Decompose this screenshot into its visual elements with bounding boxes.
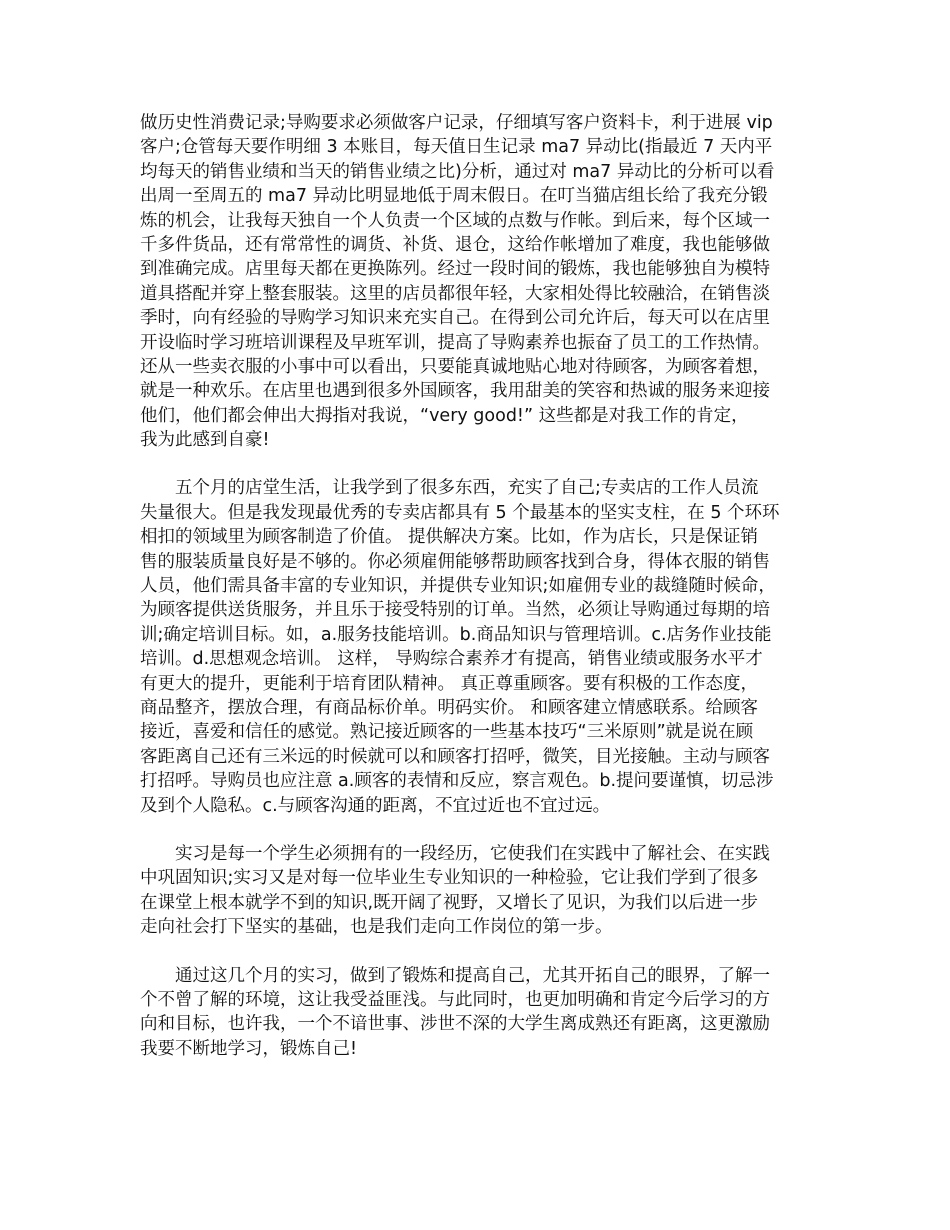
text-line: 道具搭配并穿上整套服装。这里的店员都很年轻，大家相处得比较融洽，在销售淡 bbox=[140, 283, 770, 304]
text-line: 向和目标，也许我，一个不谙世事、涉世不深的大学生离成熟还有距离，这更激励 bbox=[140, 1014, 770, 1035]
text-line: 做历史性消费记录;导购要求必须做客户记录，仔细填写客户资料卡，利于进展 vip bbox=[140, 113, 773, 133]
text-line: 中巩固知识;实习又是对每一位毕业生专业知识的一种检验，它让我们学到了很多 bbox=[140, 868, 759, 889]
paragraph bbox=[140, 842, 815, 940]
text-line: 有更大的提升，更能利于培育团队精神。 真正尊重顾客。要有积极的工作态度， bbox=[140, 673, 759, 694]
text-line: 在课堂上根本就学不到的知识,既开阔了视野，又增长了见识，为我们以后进一步 bbox=[140, 892, 759, 913]
text-line: 开设临时学习班培训课程及早班军训，提高了导购素养也振奋了员工的工作热情。 bbox=[140, 332, 770, 353]
text-line: 相扣的领域里为顾客制造了价值。 提供解决方案。比如，作为店长，只是保证销 bbox=[140, 527, 759, 548]
text-line: 客户;仓管每天要作明细 3 本账目，每天值日生记录 ma7 异动比(指最近 7 天内平 bbox=[140, 137, 773, 158]
text-line: 售的服装质量良好是不够的。你必须雇佣能够帮助顾客找到合身，得体衣服的销售 bbox=[140, 551, 770, 572]
text-line: 他们，他们都会伸出大拇指对我说，“very good!” 这些都是对我工作的肯定， bbox=[140, 405, 749, 426]
text-line: 训;确定培训目标。如，a.服务技能培训。b.商品知识与管理培训。c.店务作业技能 bbox=[140, 624, 772, 645]
text-line: 培训。d.思想观念培训。 这样， 导购综合素养才有提高，销售业绩或服务水平才 bbox=[140, 649, 763, 670]
text-line: 到准确完成。店里每天都在更换陈列。经过一段时间的锻炼，我也能够独自为模特 bbox=[140, 259, 770, 280]
paragraph bbox=[140, 964, 815, 1062]
text-line: 我要不断地学习，锻炼自己! bbox=[140, 1038, 358, 1059]
text-line: 炼的机会，让我每天独自一个人负责一个区域的点数与作帐。到后来，每个区域一 bbox=[140, 210, 770, 231]
text-line: 均每天的销售业绩和当天的销售业绩之比)分析，通过对 ma7 异动比的分析可以看 bbox=[140, 161, 775, 182]
text-line: 个不曾了解的环境，这让我受益匪浅。与此同时，也更加明确和肯定今后学习的方 bbox=[140, 989, 770, 1010]
text-line: 我为此感到自豪! bbox=[140, 430, 270, 451]
text-line: 季时，向有经验的导购学习知识来充实自己。在得到公司允许后，每天可以在店里 bbox=[140, 308, 770, 329]
text-line: 人员，他们需具备丰富的专业知识，并提供专业知识;如雇佣专业的裁缝随时候命， bbox=[140, 576, 776, 597]
text-line: 及到个人隐私。c.与顾客沟通的距离，不宜过近也不宜过远。 bbox=[140, 795, 611, 816]
paragraph bbox=[140, 111, 815, 452]
text-line: 还从一些卖衣服的小事中可以看出，只要能真诚地贴心地对待顾客，为顾客着想， bbox=[140, 356, 770, 377]
text-line: 为顾客提供送货服务，并且乐于接受特别的订单。当然，必须让导购通过每期的培 bbox=[140, 600, 770, 621]
text-line: 客距离自己还有三米远的时候就可以和顾客打招呼，微笑，目光接触。主动与顾客 bbox=[140, 746, 770, 767]
text-line: 出周一至周五的 ma7 异动比明显地低于周末假日。在叮当猫店组长给了我充分锻 bbox=[140, 186, 768, 207]
document-body bbox=[140, 111, 815, 1085]
text-line: 实习是每一个学生必须拥有的一段经历，它使我们在实践中了解社会、在实践 bbox=[140, 843, 770, 864]
text-line: 通过这几个月的实习，做到了锻炼和提高自己，尤其开拓自己的眼界，了解一 bbox=[140, 965, 770, 986]
text-line: 失量很大。但是我发现最优秀的专卖店都具有 5 个最基本的坚实支柱，在 5 个环环 bbox=[140, 502, 780, 523]
text-line: 商品整齐，摆放合理，有商品标价单。明码实价。 和顾客建立情感联系。给顾客 bbox=[140, 697, 759, 718]
text-line: 千多件货品，还有常常性的调货、补货、退仓，这给作帐增加了难度，我也能够做 bbox=[140, 234, 770, 255]
text-line: 就是一种欢乐。在店里也遇到很多外国顾客，我用甜美的笑容和热诚的服务来迎接 bbox=[140, 381, 770, 402]
paragraph bbox=[140, 476, 815, 817]
text-line: 五个月的店堂生活，让我学到了很多东西，充实了自己;专卖店的工作人员流 bbox=[140, 478, 759, 499]
text-line: 打招呼。导购员也应注意 a.顾客的表情和反应，察言观色。b.提问要谨慎，切忌涉 bbox=[140, 771, 774, 792]
text-line: 接近，喜爱和信任的感觉。熟记接近顾客的一些基本技巧“三米原则”就是说在顾 bbox=[140, 722, 754, 743]
text-line: 走向社会打下坚实的基础，也是我们走向工作岗位的第一步。 bbox=[140, 917, 613, 938]
